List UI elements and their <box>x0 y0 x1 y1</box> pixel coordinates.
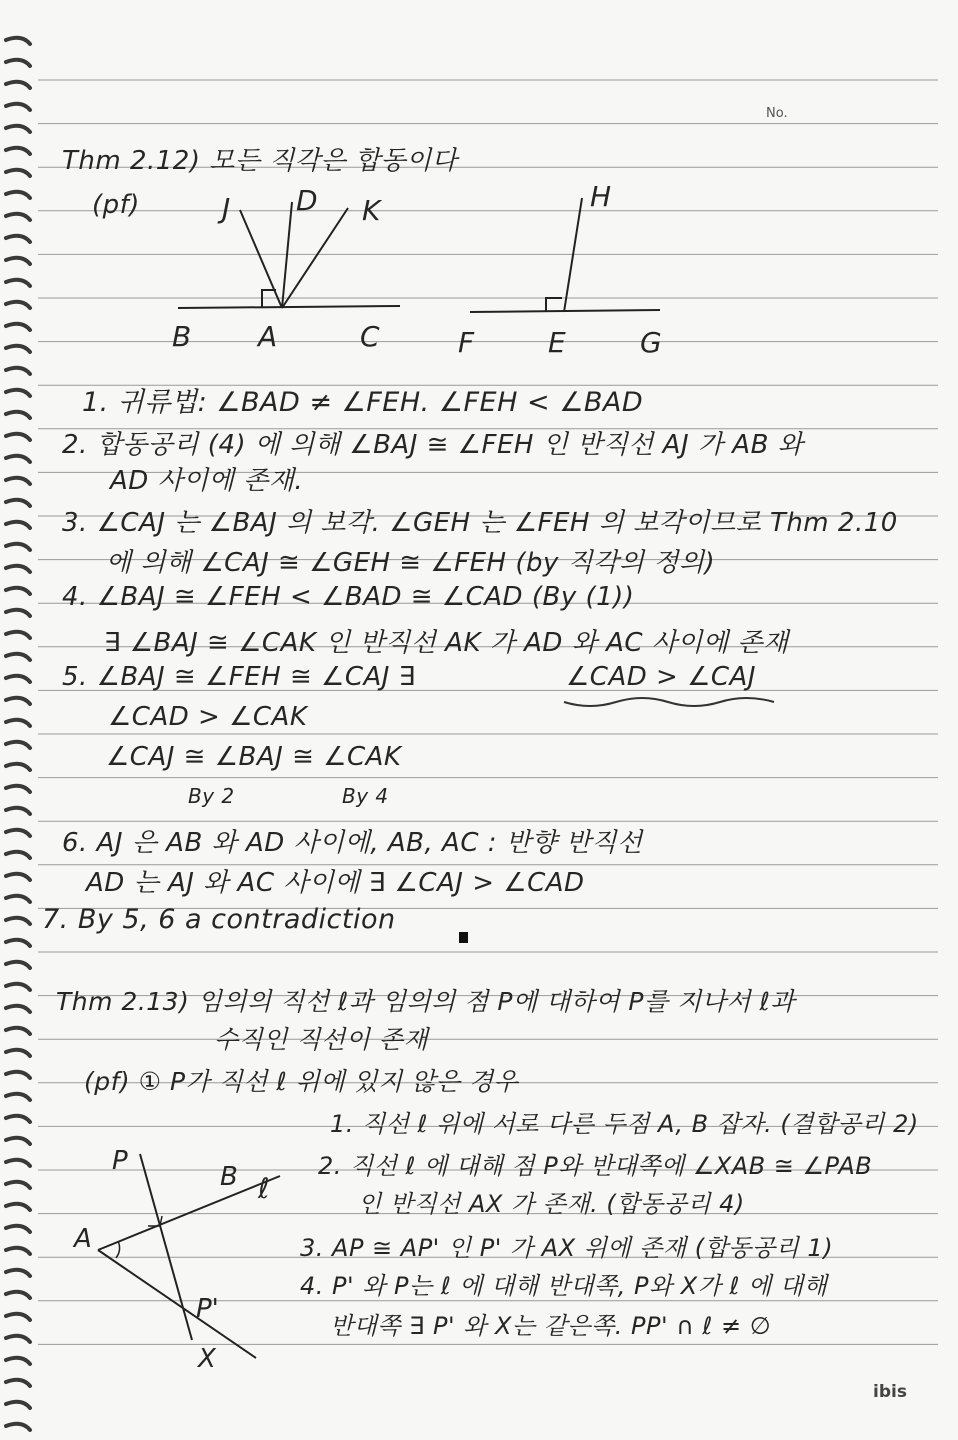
step-4: 4. ∠BAJ ≅ ∠FEH < ∠BAD ≅ ∠CAD (By (1)) <box>62 582 635 612</box>
spiral-binding <box>0 0 40 1440</box>
step-2: 2. 합동공리 (4) 에 의해 ∠BAJ ≅ ∠FEH 인 반직선 AJ 가 AB 와 <box>62 430 804 460</box>
brand-logo-text: ibis <box>873 1382 907 1402</box>
thm213-step-3: 3. AP ≅ AP' 인 P' 가 AX 위에 존재 (합동공리 1) <box>300 1234 834 1262</box>
step-1: 1. 귀류법: ∠BAD ≠ ∠FEH. ∠FEH < ∠BAD <box>82 387 644 418</box>
step-5: 5. ∠BAJ ≅ ∠FEH ≅ ∠CAJ ∃ <box>62 662 416 692</box>
fig2-label-g: G <box>640 326 662 359</box>
step-5-line3: ∠CAJ ≅ ∠BAJ ≅ ∠CAK <box>106 742 402 772</box>
thm213-title-cont: 수직인 직선이 존재 <box>214 1025 429 1054</box>
fig3-label-p: P <box>112 1146 128 1176</box>
fig1-label-j: J <box>222 192 231 225</box>
step-5-line2: ∠CAD > ∠CAK <box>108 702 308 732</box>
fig3-label-pprime: P' <box>196 1294 219 1324</box>
step-5-by4: By 4 <box>342 784 389 808</box>
thm213-step-1: 1. 직선 ℓ 위에 서로 다른 두점 A, B 잡자. (결합공리 2) <box>330 1110 919 1138</box>
step-2-cont: AD 사이에 존재. <box>110 466 304 496</box>
step-4-cont: ∃ ∠BAJ ≅ ∠CAK 인 반직선 AK 가 AD 와 AC 사이에 존재 <box>104 628 789 658</box>
fig2-label-e: E <box>548 326 566 359</box>
fig1-label-a: A <box>258 320 278 353</box>
thm213-title: Thm 2.13) 임의의 직선 ℓ과 임의의 점 P에 대하여 P를 지나서 ℓ과 <box>56 987 795 1016</box>
thm213-step-2-cont: 인 반직선 AX 가 존재. (합동공리 4) <box>358 1190 745 1218</box>
thm213-case1: (pf) ① P가 직선 ℓ 위에 있지 않은 경우 <box>84 1067 519 1096</box>
fig1-label-c: C <box>360 320 380 353</box>
thm212-pf: (pf) <box>92 190 140 220</box>
wavy-underline <box>560 694 790 714</box>
fig2-label-f: F <box>458 326 475 359</box>
thm213-step-2: 2. 직선 ℓ 에 대해 점 P와 반대쪽에 ∠XAB ≅ ∠PAB <box>318 1152 873 1180</box>
step-6-cont: AD 는 AJ 와 AC 사이에 ∃ ∠CAJ > ∠CAD <box>86 868 585 898</box>
thm212-title: Thm 2.12) 모든 직각은 합동이다 <box>62 146 458 176</box>
fig2-label-h: H <box>590 180 612 213</box>
thm213-step-4-cont: 반대쪽 ∃ P' 와 X는 같은쪽. PP' ∩ ℓ ≠ ∅ <box>330 1312 772 1340</box>
step-7: 7. By 5, 6 a contradiction <box>42 904 396 935</box>
fig3-label-l: ℓ <box>258 1172 270 1205</box>
fig1-label-k: K <box>362 194 381 227</box>
fig3-label-b: B <box>220 1162 238 1192</box>
fig3-label-x: X <box>198 1344 216 1374</box>
page-number-label: No. <box>766 106 788 121</box>
fig1-label-d: D <box>296 184 318 217</box>
step-6: 6. AJ 은 AB 와 AD 사이에, AB, AC : 반향 반직선 <box>62 828 643 858</box>
fig1-label-b: B <box>172 320 192 353</box>
step-5-by2: By 2 <box>188 784 235 808</box>
step-5-conclusion: ∠CAD > ∠CAJ <box>566 662 757 692</box>
step-3: 3. ∠CAJ 는 ∠BAJ 의 보각. ∠GEH 는 ∠FEH 의 보각이므로 Thm 2.10 <box>62 508 898 538</box>
thm213-step-4: 4. P' 와 P는 ℓ 에 대해 반대쪽, P와 X가 ℓ 에 대해 <box>300 1272 828 1300</box>
fig3-label-a: A <box>74 1224 92 1254</box>
figure-angle-bad <box>170 180 420 330</box>
step-3-cont: 에 의해 ∠CAJ ≅ ∠GEH ≅ ∠FEH (by 직각의 정의) <box>106 548 716 578</box>
figure-angle-feh <box>460 180 680 330</box>
qed-mark <box>459 932 468 943</box>
